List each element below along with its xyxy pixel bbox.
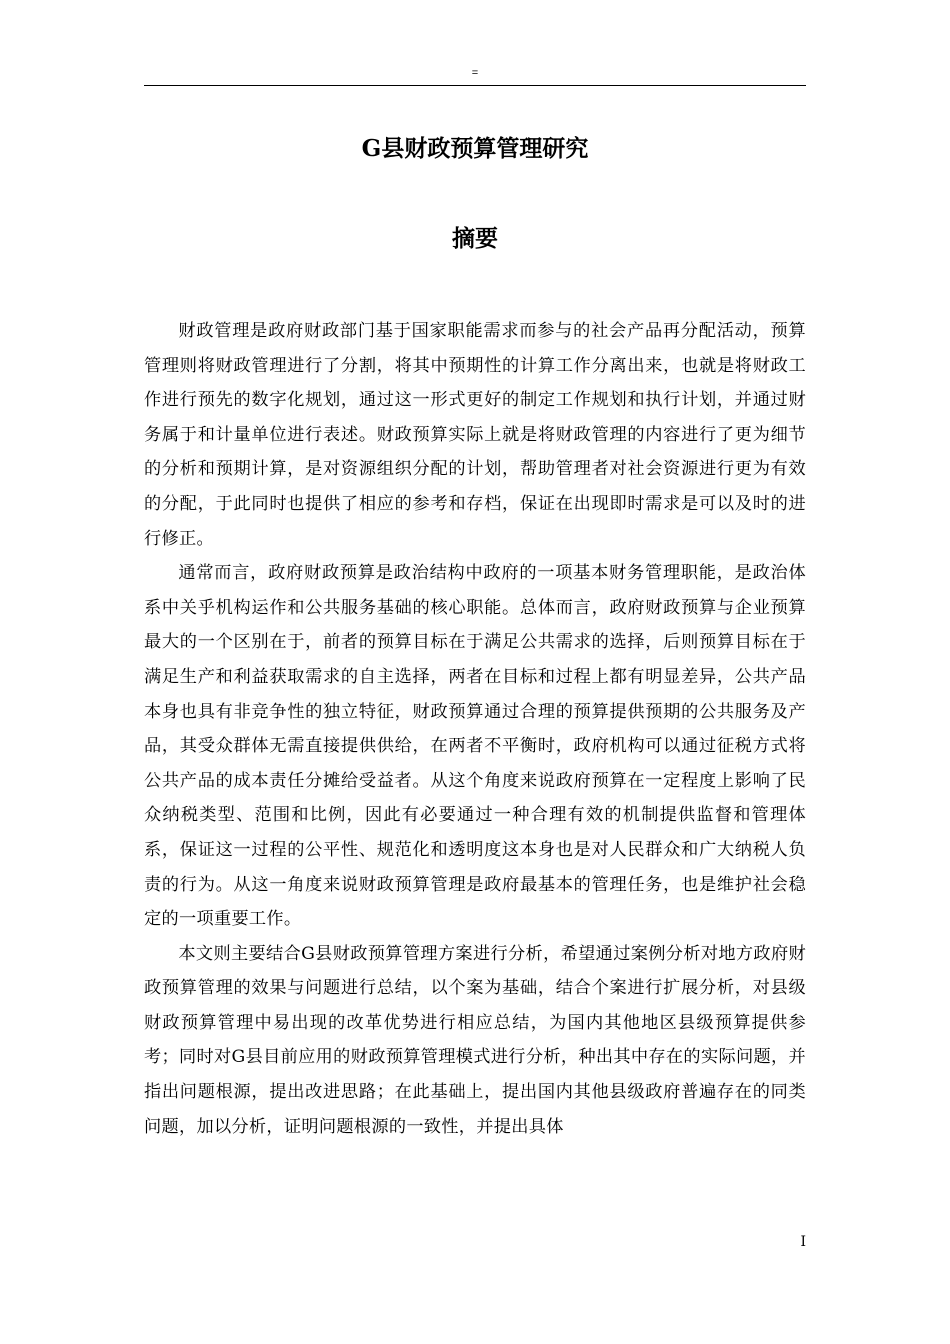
page-number: I — [800, 1234, 806, 1250]
header-rule — [144, 85, 806, 86]
abstract-heading: 摘要 — [452, 225, 498, 252]
abstract-paragraph-3: 本文则主要结合G县财政预算管理方案进行分析，希望通过案例分析对地方政府财政预算管理的效果与问题进行总结，以个案为基础，结合个案进行扩展分析，对县级财政预算管理中易出现的改革优势进行相应总结，为国内其他地区县级预算提供参考；同时对G县目前应用的财政预算管理模式进行分析，种出其中存在的实际问题，并指出问题根源，提出改进思路；在此基础上，提出国内其他县级政府普遍存在的同类问题，加以分析，证明问题根源的一致性，并提出具体 — [144, 943, 806, 1137]
abstract-paragraph-2: 通常而言，政府财政预算是政治结构中政府的一项基本财务管理职能，是政治体系中关乎机构运作和公共服务基础的核心职能。总体而言，政府财政预算与企业预算最大的一个区别在于，前者的预算目标在于满足公共需求的选择，后则预算目标在于满足生产和利益获取需求的自主选择，两者在目标和过程上都有明显差异，公共产品本身也具有非竞争性的独立特征，财政预算通过合理的预算提供预期的公共服务及产品，其受众群体无需直接提供供给，在两者不平衡时，政府机构可以通过征税方式将公共产品的成本责任分摊给受益者。从这个角度来说政府预算在一定程度上影响了民众纳税类型、范围和比例，因此有必要通过一种合理有效的机制提供监督和管理体系，保证这一过程的公平性、规范化和透明度这本身也是对人民群众和广大纳税人负责的行为。从这一角度来说财政预算管理是政府最基本的管理任务，也是维护社会稳定的一项重要工作。 — [144, 563, 806, 930]
abstract-body — [144, 314, 806, 1144]
document-title: G县财政预算管理研究 — [361, 135, 589, 162]
header-mark: = — [471, 67, 479, 79]
abstract-paragraph-1: 财政管理是政府财政部门基于国家职能需求而参与的社会产品再分配活动，预算管理则将财政管理进行了分割，将其中预期性的计算工作分离出来，也就是将财政工作进行预先的数字化规划，通过这一形式更好的制定工作规划和执行计划，并通过财务属于和计量单位进行表述。财政预算实际上就是将财政管理的内容进行了更为细节的分析和预期计算，是对资源组织分配的计划，帮助管理者对社会资源进行更为有效的分配，于此同时也提供了相应的参考和存档，保证在出现即时需求是可以及时的进行修正。 — [144, 321, 806, 549]
